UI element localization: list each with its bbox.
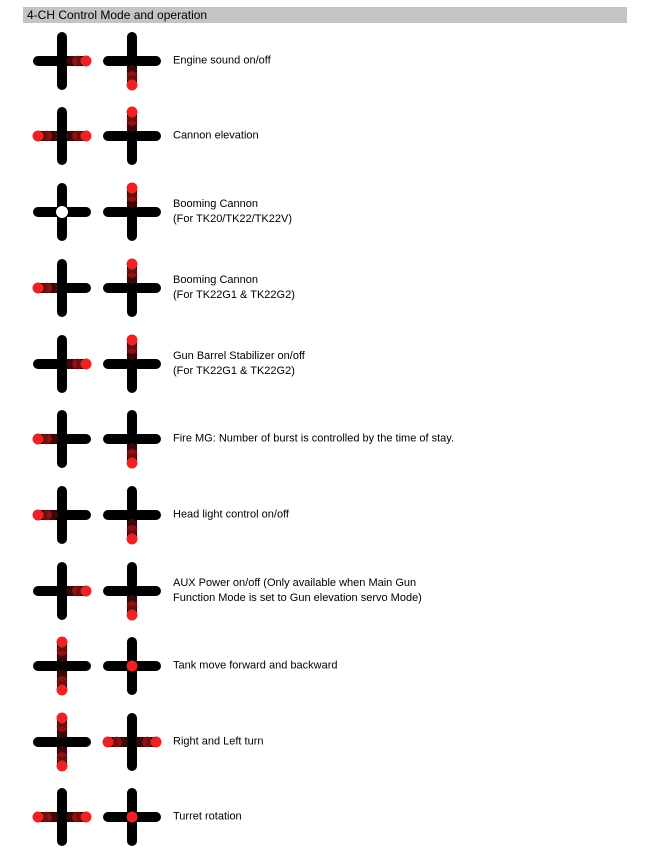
left-stick — [30, 256, 94, 320]
left-stick — [30, 710, 94, 774]
left-stick — [30, 407, 94, 471]
left-stick — [30, 332, 94, 396]
right-stick — [100, 180, 164, 244]
control-description — [173, 659, 337, 674]
control-row — [30, 559, 630, 623]
description-line: Engine sound on/off — [173, 54, 271, 67]
stick-direction-right-dot — [81, 131, 92, 142]
description-line: Booming Cannon — [173, 198, 259, 210]
description-line: AUX Power on/off (Only available when Main Gun — [173, 577, 417, 589]
description-line: (For TK20/TK22/TK22V) — [173, 213, 293, 225]
left-stick — [30, 634, 94, 698]
joystick-left-icon — [30, 29, 94, 93]
joystick-right-icon — [100, 104, 164, 168]
stick-direction-left-dot — [33, 812, 44, 823]
stick-vertical-bar — [57, 259, 67, 317]
stick-vertical-bar — [57, 486, 67, 544]
control-row — [30, 483, 630, 547]
stick-direction-left-dot — [33, 434, 44, 445]
control-description — [173, 54, 271, 69]
description-line: Function Mode is set to Gun elevation servo Mode) — [173, 592, 422, 604]
joystick-right-icon — [100, 710, 164, 774]
joystick-right-icon — [100, 29, 164, 93]
control-description — [173, 810, 242, 825]
section-title: 4-CH Control Mode and operation — [27, 8, 208, 22]
joystick-right-icon — [100, 483, 164, 547]
stick-direction-right-dot — [81, 812, 92, 823]
right-stick — [100, 104, 164, 168]
stick-direction-left-dot — [33, 510, 44, 521]
left-stick — [30, 180, 94, 244]
control-description — [173, 735, 264, 750]
right-stick — [100, 332, 164, 396]
stick-direction-up-dot — [127, 259, 138, 270]
right-stick — [100, 483, 164, 547]
joystick-left-icon — [30, 180, 94, 244]
joystick-right-icon — [100, 785, 164, 849]
right-stick — [100, 29, 164, 93]
left-stick — [30, 785, 94, 849]
stick-direction-down-dot — [127, 458, 138, 469]
stick-direction-up-dot — [57, 713, 68, 724]
control-row — [30, 407, 630, 471]
description-line: (For TK22G1 & TK22G2) — [173, 289, 295, 301]
control-description — [173, 508, 289, 523]
joystick-left-icon — [30, 785, 94, 849]
description-line: Head light control on/off — [173, 508, 289, 521]
stick-direction-left-dot — [33, 283, 44, 294]
stick-direction-center-dot — [127, 661, 138, 672]
control-description — [173, 432, 454, 447]
stick-direction-right-dot — [81, 586, 92, 597]
stick-direction-down-dot — [57, 685, 68, 696]
stick-direction-up-dot — [57, 637, 68, 648]
joystick-right-icon — [100, 256, 164, 320]
stick-direction-right-dot — [151, 737, 162, 748]
stick-vertical-bar — [57, 788, 67, 846]
right-stick — [100, 256, 164, 320]
stick-vertical-bar — [57, 335, 67, 393]
stick-direction-up-dot — [127, 183, 138, 194]
joystick-left-icon — [30, 104, 94, 168]
stick-center-neutral — [56, 206, 69, 219]
control-row — [30, 29, 630, 93]
stick-vertical-bar — [127, 713, 137, 771]
left-stick — [30, 29, 94, 93]
stick-direction-down-dot — [57, 761, 68, 772]
control-row — [30, 256, 630, 320]
right-stick — [100, 710, 164, 774]
stick-direction-up-dot — [127, 335, 138, 346]
stick-vertical-bar — [57, 32, 67, 90]
control-row — [30, 332, 630, 396]
control-row — [30, 104, 630, 168]
control-description — [173, 576, 422, 606]
left-stick — [30, 559, 94, 623]
right-stick — [100, 634, 164, 698]
left-stick — [30, 104, 94, 168]
stick-vertical-bar — [57, 562, 67, 620]
control-description — [173, 349, 305, 379]
joystick-left-icon — [30, 483, 94, 547]
description-line: Booming Cannon — [173, 274, 259, 286]
description-line: (For TK22G1 & TK22G2) — [173, 365, 295, 377]
control-row — [30, 710, 630, 774]
joystick-left-icon — [30, 710, 94, 774]
description-line: Tank move forward and backward — [173, 659, 338, 672]
section-header — [23, 7, 627, 23]
stick-direction-down-dot — [127, 80, 138, 91]
right-stick — [100, 407, 164, 471]
stick-direction-right-dot — [81, 359, 92, 370]
control-description — [173, 273, 295, 303]
control-description — [173, 129, 259, 144]
stick-vertical-bar — [57, 107, 67, 165]
joystick-right-icon — [100, 332, 164, 396]
joystick-right-icon — [100, 407, 164, 471]
right-stick — [100, 559, 164, 623]
joystick-left-icon — [30, 332, 94, 396]
stick-vertical-bar — [57, 410, 67, 468]
joystick-left-icon — [30, 407, 94, 471]
control-row — [30, 180, 630, 244]
joystick-left-icon — [30, 256, 94, 320]
description-line: Fire MG: Number of burst is controlled by the time of stay. — [173, 432, 455, 445]
joystick-left-icon — [30, 559, 94, 623]
stick-direction-left-dot — [103, 737, 114, 748]
description-line: Cannon elevation — [173, 129, 259, 142]
joystick-right-icon — [100, 634, 164, 698]
stick-direction-down-dot — [127, 534, 138, 545]
right-stick — [100, 785, 164, 849]
description-line: Right and Left turn — [173, 735, 264, 748]
stick-direction-right-dot — [81, 56, 92, 67]
stick-direction-down-dot — [127, 610, 138, 621]
joystick-left-icon — [30, 634, 94, 698]
joystick-right-icon — [100, 180, 164, 244]
stick-direction-up-dot — [127, 107, 138, 118]
description-line: Gun Barrel Stabilizer on/off — [173, 350, 305, 362]
description-line: Turret rotation — [173, 810, 242, 823]
control-row — [30, 785, 630, 849]
stick-direction-left-dot — [33, 131, 44, 142]
control-description — [173, 197, 292, 227]
control-row — [30, 634, 630, 698]
joystick-right-icon — [100, 559, 164, 623]
stick-direction-center-dot — [127, 812, 138, 823]
left-stick — [30, 483, 94, 547]
